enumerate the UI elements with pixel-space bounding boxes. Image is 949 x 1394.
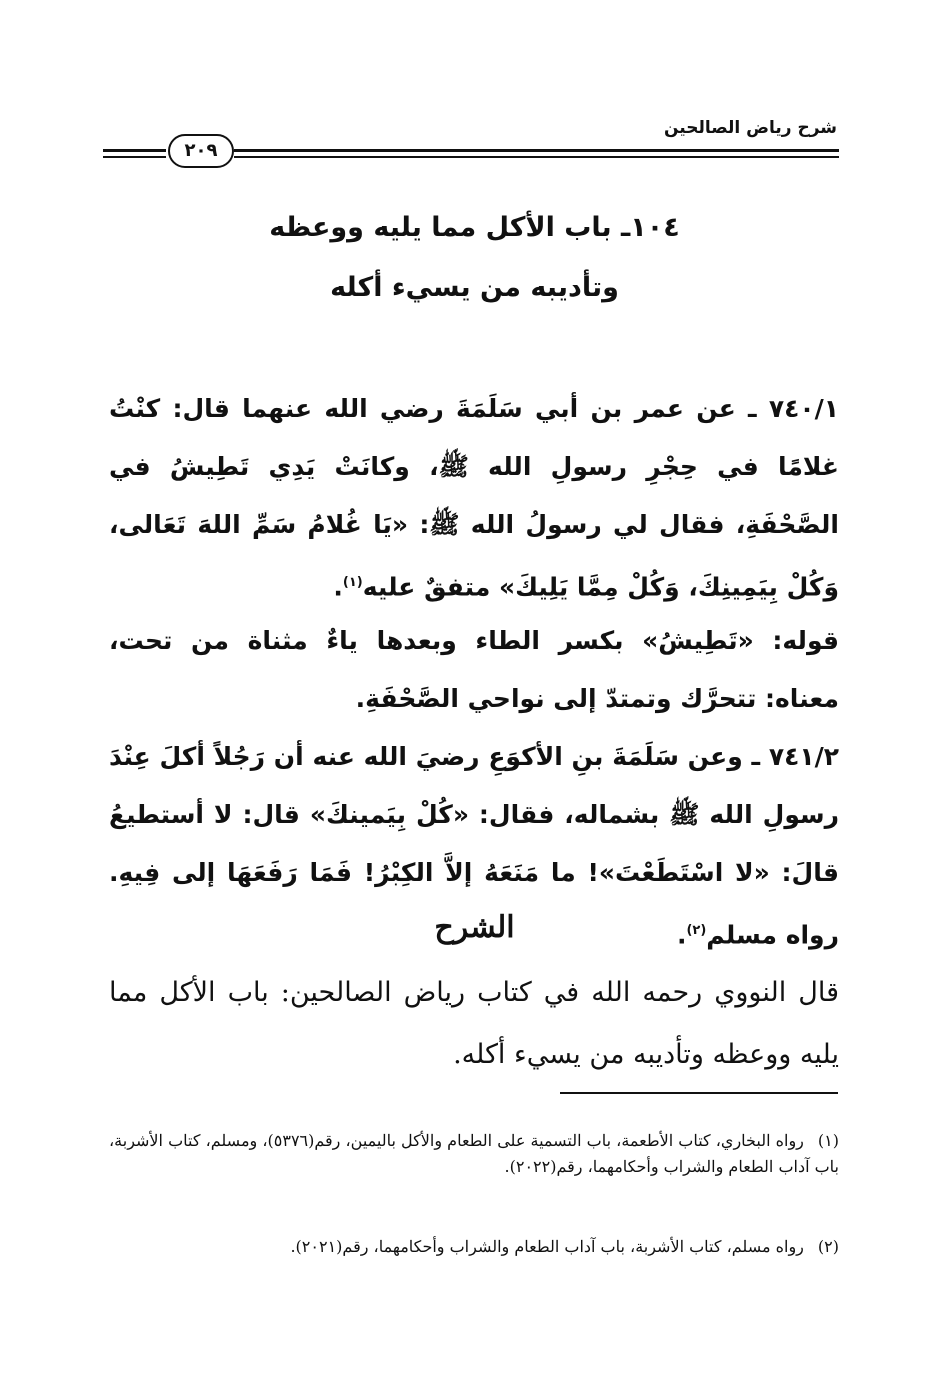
chapter-title-line1: ١٠٤ـ باب الأكل مما يليه ووعظه — [269, 212, 680, 243]
header-rule-right — [234, 149, 839, 158]
footnote-ref-2: (٢) — [686, 923, 707, 938]
footnote-1-number: (١) — [817, 1131, 839, 1150]
hadith-740-text: ٧٤٠/١ ـ عن عمر بن أبي سَلَمَةَ رضي الله عنهما قال: كنْتُ غلامًا في حِجْرِ رسولِ الله ﷺ، وكانَتْ يَدِي تَطِيشُ في الصَّحْفَةِ، فقال لي رسولُ الله ﷺ: «يَا غُلامُ سَمِّ اللهَ تَعَالى، وَكُلْ بِيَمِينِكَ، وَكُلْ مِمَّا يَلِيكَ» متفقٌ عليه — [109, 394, 839, 602]
hadith-741-text: ٧٤١/٢ ـ وعن سَلَمَةَ بنِ الأكوَعِ رضيَ الله عنه أن رَجُلاً أكلَ عِنْدَ رسولِ الله ﷺ بشماله، فقال: «كُلْ بِيَمينكَ» قال: لا أستطيعُ قالَ: «لا اسْتَطَعْتَ»! ما مَنَعَهُ إلاَّ الكِبْرُ! فَمَا رَفَعَهَا إلى فِيهِ. رواه مسلم — [109, 742, 839, 950]
sharh-paragraph: قال النووي رحمه الله في كتاب رياض الصالحين: باب الأكل مما يليه ووعظه وتأديبه من يسيء أكله. — [109, 977, 839, 1070]
footnote-ref-1: (١) — [342, 575, 363, 590]
header-rule-left — [103, 149, 166, 158]
footnote-1 — [109, 1128, 839, 1180]
footnote-2-text: رواه مسلم، كتاب الأشربة، باب آداب الطعام والشراب وأحكامهما، رقم(٢٠٢١). — [290, 1237, 804, 1256]
hadith-740-end: . — [333, 572, 343, 602]
explanation-paragraph: قوله: «تَطِيشُ» بكسر الطاء وبعدها ياءٌ مثناة من تحت، معناه: تتحرَّك وتمتدّ إلى نواحي الصَّحْفَةِ. — [109, 626, 839, 713]
footnote-1-text: رواه البخاري، كتاب الأطعمة، باب التسمية على الطعام والأكل باليمين، رقم(٥٣٧٦)، ومسلم، كتاب الأشربة، باب آداب الطعام والشراب وأحكامهما، رقم(٢٠٢٢). — [109, 1131, 839, 1176]
page-number: ٢٠٩ — [168, 134, 234, 168]
footnote-2-number: (٢) — [817, 1237, 839, 1256]
running-header-title: شرح رياض الصالحين — [663, 118, 837, 138]
sharh-heading: الشرح — [434, 910, 515, 945]
hadith-740 — [109, 380, 839, 616]
footnote-separator — [560, 1092, 838, 1094]
footnote-2 — [109, 1234, 839, 1260]
chapter-title-line2: وتأديبه من يسيء أكله — [330, 272, 619, 303]
hadith-741-end: . — [676, 920, 687, 950]
